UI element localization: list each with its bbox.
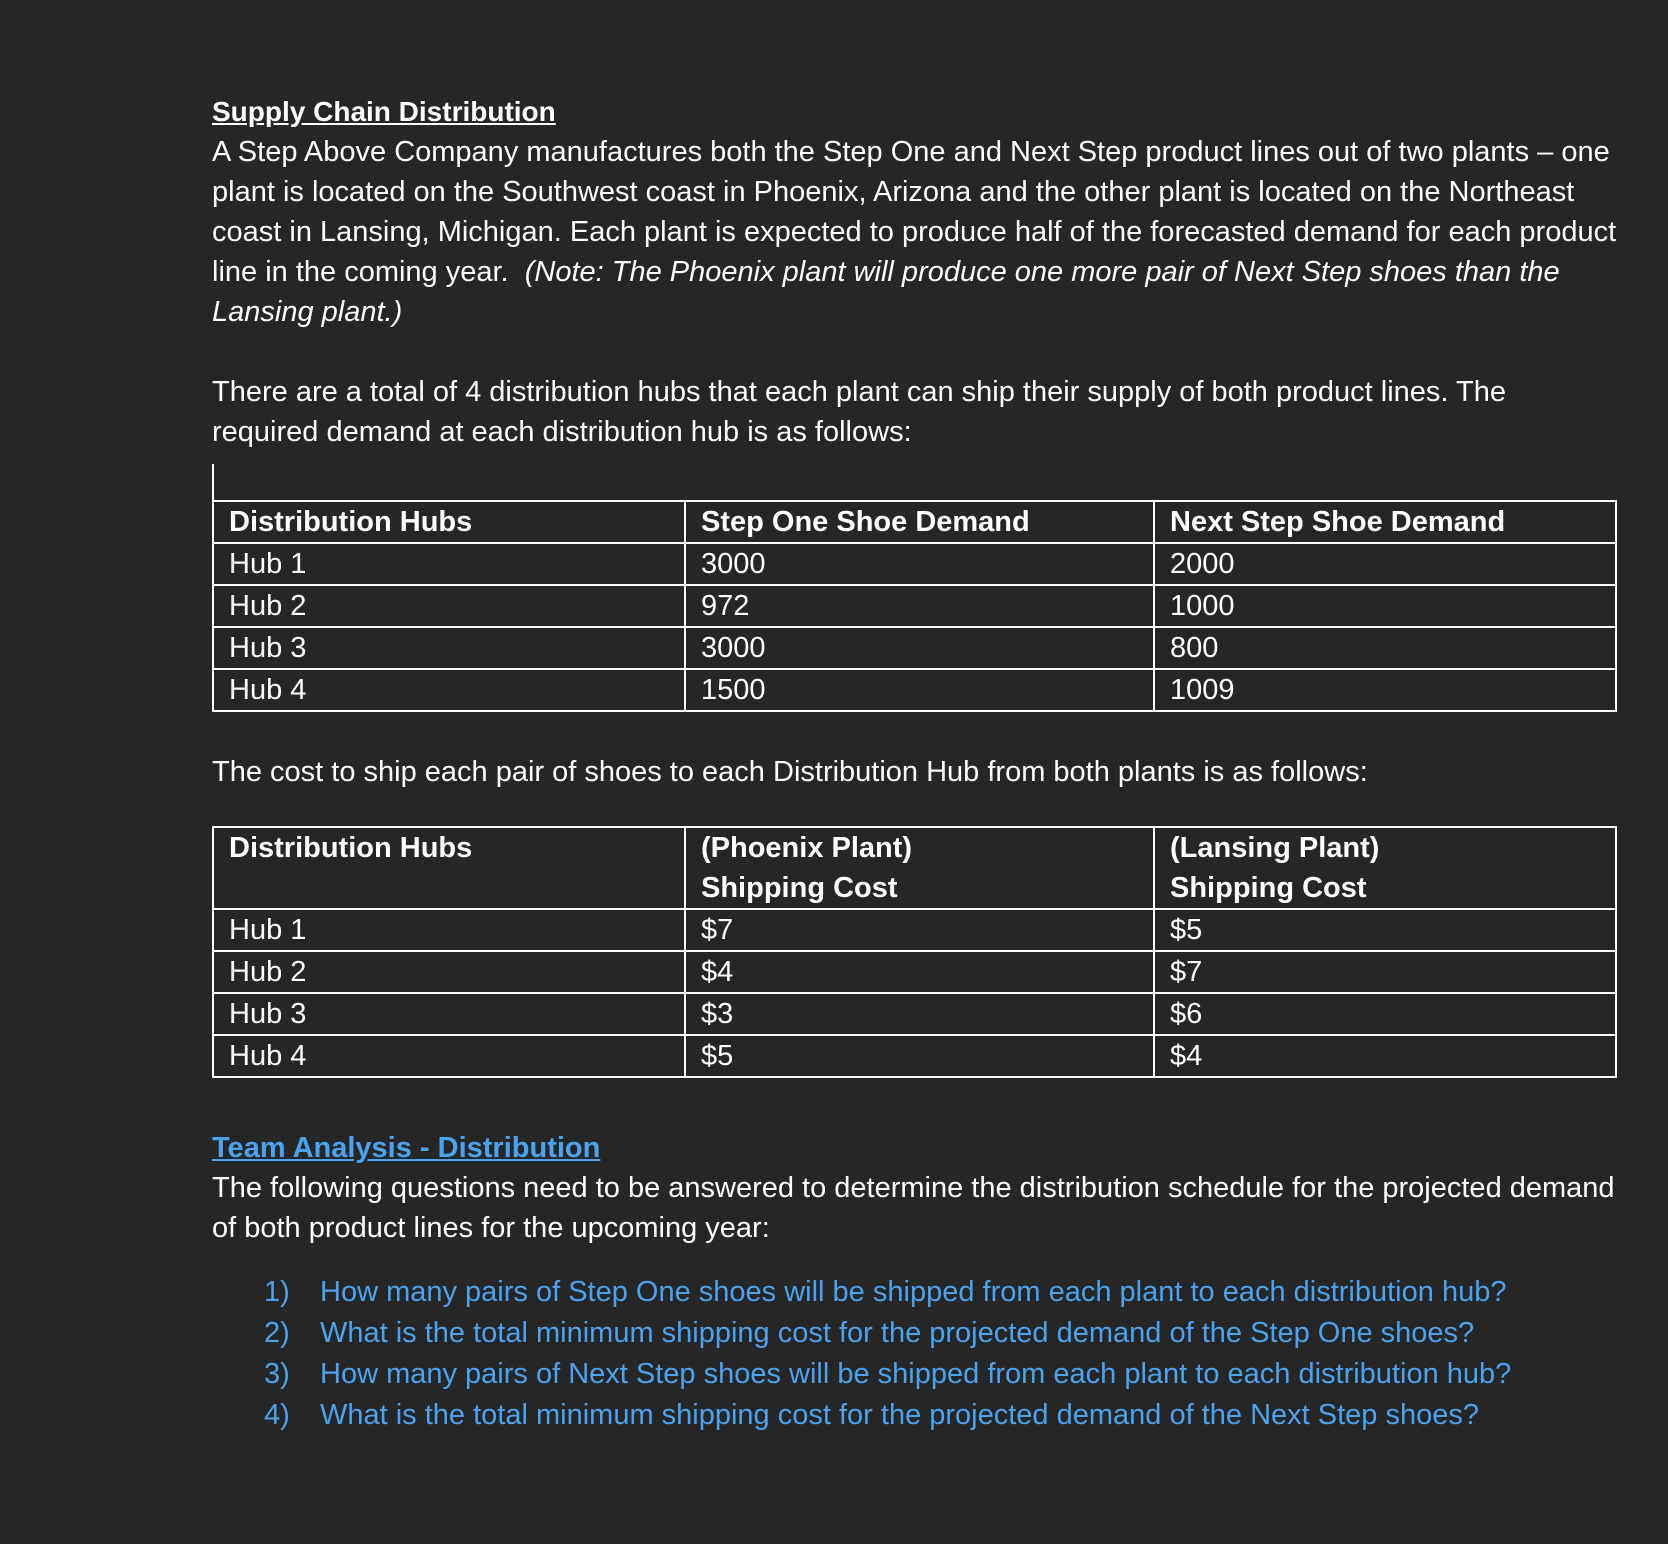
hub-name-cell: Hub 2 [213,585,685,627]
team-analysis-heading-link[interactable]: Team Analysis - Distribution [212,1132,601,1164]
question-text: What is the total minimum shipping cost for the projected demand of the Next Step shoes? [320,1399,1479,1431]
list-item [264,1395,1617,1436]
hub-name-cell: Hub 1 [213,543,685,585]
team-analysis-section [212,1128,1617,1436]
question-number: 1) [264,1276,290,1308]
demand-table [212,500,1617,712]
cost-header-phoenix-shipping: Shipping Cost [701,872,898,904]
cost-header-phoenix-plant: (Phoenix Plant) [701,832,913,864]
text-cursor [212,464,214,500]
question-text: What is the total minimum shipping cost for the projected demand of the Step One shoes? [320,1317,1475,1349]
demand-table-header-row [213,501,1616,543]
cost-header-hubs [213,827,685,909]
phoenix-cost-cell: $7 [685,909,1154,951]
step-one-demand-cell: 1500 [685,669,1154,711]
list-item [264,1272,1617,1313]
intro-paragraph [212,132,1617,332]
cost-header-phoenix [685,827,1154,909]
cost-header-lansing [1154,827,1616,909]
lansing-cost-cell: $6 [1154,993,1616,1035]
demand-header-hubs: Distribution Hubs [213,501,685,543]
step-one-demand-cell: 3000 [685,627,1154,669]
hub-name-cell: Hub 1 [213,909,685,951]
intro-note: (Note: The Phoenix plant will produce one more pair of Next Step shoes than the Lansing plant.) [212,256,1560,328]
team-analysis-paragraph: The following questions need to be answered to determine the distribution schedule for the projected demand of both product lines for the upcoming year: [212,1172,1615,1244]
next-step-demand-cell: 1000 [1154,585,1616,627]
demand-header-step-one: Step One Shoe Demand [685,501,1154,543]
question-number: 3) [264,1358,290,1390]
demand-header-next-step: Next Step Shoe Demand [1154,501,1616,543]
hub-name-cell: Hub 4 [213,669,685,711]
table-row [213,669,1616,711]
hub-name-cell: Hub 3 [213,993,685,1035]
cost-header-hubs-label: Distribution Hubs [229,832,473,864]
question-text: How many pairs of Step One shoes will be shipped from each plant to each distribution hub? [320,1276,1507,1308]
table-row [213,909,1616,951]
section-heading: Supply Chain Distribution [212,96,556,127]
lansing-cost-cell: $4 [1154,1035,1616,1077]
hubs-paragraph: There are a total of 4 distribution hubs that each plant can ship their supply of both product lines. The required demand at each distribution hub is as follows: [212,376,1506,448]
question-number: 4) [264,1399,290,1431]
cost-paragraph: The cost to ship each pair of shoes to each Distribution Hub from both plants is as follows: [212,756,1368,788]
phoenix-cost-cell: $3 [685,993,1154,1035]
questions-list [212,1272,1617,1436]
cost-header-lansing-plant: (Lansing Plant) [1170,832,1380,864]
lansing-cost-cell: $7 [1154,951,1616,993]
next-step-demand-cell: 1009 [1154,669,1616,711]
table-row [213,1035,1616,1077]
step-one-demand-cell: 3000 [685,543,1154,585]
question-number: 2) [264,1317,290,1349]
table-row [213,543,1616,585]
phoenix-cost-cell: $4 [685,951,1154,993]
intro-text: A Step Above Company manufactures both the Step One and Next Step product lines out of two plants – one plant is located on the Southwest coast in Phoenix, Arizona and the other plant is located on the Northeast coast in Lansing, Michigan. Each plant is expected to produce half of the forecasted demand for each product line in the coming year. [212,136,1617,288]
list-item [264,1313,1617,1354]
next-step-demand-cell: 2000 [1154,543,1616,585]
cost-table-header-row [213,827,1616,909]
question-text: How many pairs of Next Step shoes will be shipped from each plant to each distribution hub? [320,1358,1512,1390]
next-step-demand-cell: 800 [1154,627,1616,669]
table-row [213,951,1616,993]
hub-name-cell: Hub 2 [213,951,685,993]
table-row [213,993,1616,1035]
table-row [213,585,1616,627]
step-one-demand-cell: 972 [685,585,1154,627]
hub-name-cell: Hub 3 [213,627,685,669]
cost-table [212,826,1617,1078]
document-content [212,92,1617,1436]
hub-name-cell: Hub 4 [213,1035,685,1077]
list-item [264,1354,1617,1395]
phoenix-cost-cell: $5 [685,1035,1154,1077]
table-row [213,627,1616,669]
cost-header-lansing-shipping: Shipping Cost [1170,872,1367,904]
lansing-cost-cell: $5 [1154,909,1616,951]
